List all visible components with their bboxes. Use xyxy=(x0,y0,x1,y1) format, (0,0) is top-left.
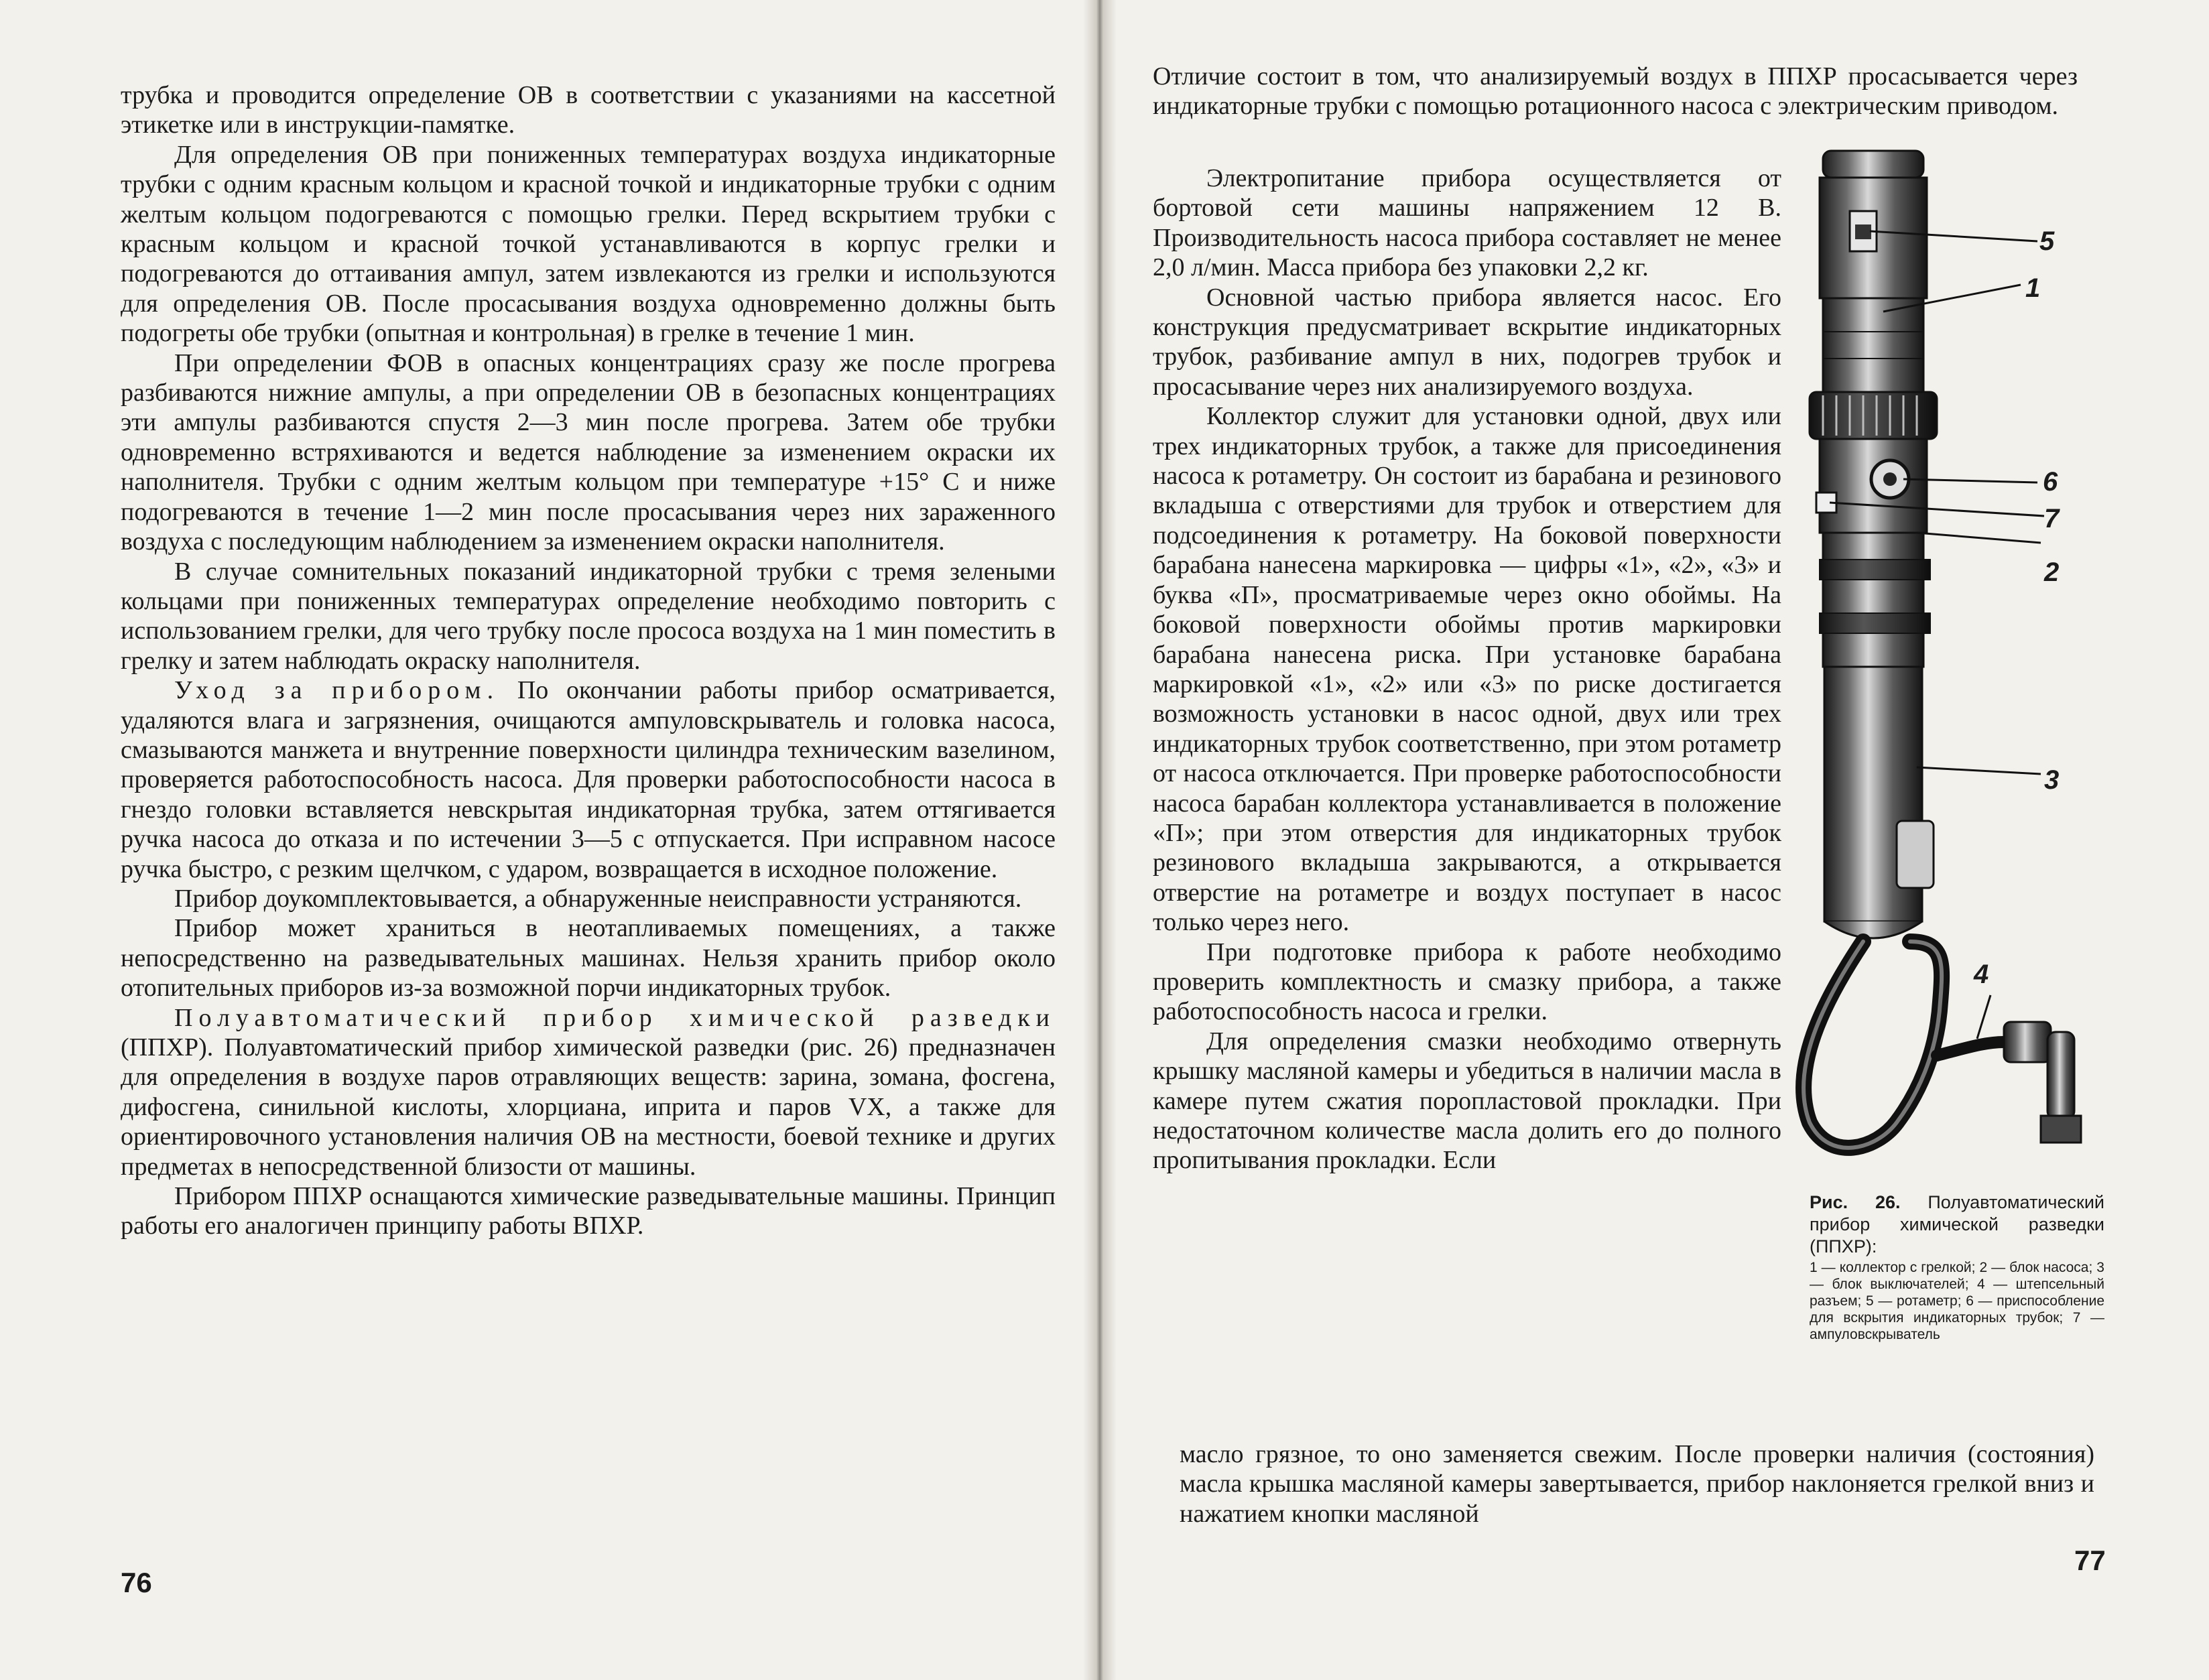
paragraph: Прибором ППХР оснащаются химические разведывательные машины. Принцип работы его аналогичен принципу работы ВПХР. xyxy=(121,1182,1056,1240)
rotameter-cap xyxy=(1823,151,1923,178)
paragraph: Прибор может храниться в неотапливаемых помещениях, а также непосредственно на разведывательных машинах. Нельзя хранить прибор около отопительных приборов из-за возможной порчи индикаторных трубок. xyxy=(121,914,1056,1003)
figure-callout-4: 4 xyxy=(1974,960,1989,989)
pump-block xyxy=(1823,533,1923,667)
figure-callout-6: 6 xyxy=(2043,467,2058,497)
figure-callout-5: 5 xyxy=(2039,227,2055,256)
collector xyxy=(1823,298,1923,392)
ppkhr-paragraph xyxy=(121,1003,1056,1181)
paragraph: трубка и проводится определение ОВ в соответствии с указаниями на кассетной этикетке или в инструкции-памятке. xyxy=(121,81,1056,139)
figure-callout-2: 2 xyxy=(2044,558,2060,587)
ppkhr-heading: Полуавтоматический прибор химической разведки xyxy=(174,1003,1056,1032)
caption-title-text: Полуавтоматический прибор химической разведки (ППХР): xyxy=(1810,1192,2104,1256)
ppkhr-text: (ППХР). Полуавтоматический прибор химической разведки (рис. 26) предназначен для определения в воздухе паров отравляющих веществ: зарина, зомана, фосгена, дифосгена, синильной кислоты, хлорциана, иприта и паров VX, а также для ориентировочного установления наличия ОВ на местности, боевой технике и других предметах в непосредственной близости от машины. xyxy=(121,1033,1056,1181)
right-page-top-text xyxy=(1153,62,2078,121)
care-paragraph xyxy=(121,675,1056,884)
paragraph: Прибор доукомплектовывается, а обнаруженные неисправности устраняются. xyxy=(174,884,1022,913)
right-page-bottom-text xyxy=(1180,1439,2094,1529)
ppkhr-device-illustration xyxy=(1783,131,2118,1176)
figure-caption xyxy=(1810,1191,2104,1343)
figure-callout-1: 1 xyxy=(2025,273,2041,303)
paragraph: Для определения ОВ при пониженных температурах воздуха индикаторные трубки с одним красным кольцом и красной точкой и индикаторные трубки с одним желтым кольцом подогреваются с помощью грелки. Перед вскрытием трубки с красным кольцом и красной точкой устанавливаются в корпус грелки и подогреваются до оттаивания ампул, затем извлекаются из грелки и используются для определения ОВ. После просасывания воздуха одновременно должны быть подогреты обе трубки (опытная и контрольная) в грелке в течение 1 мин. xyxy=(121,140,1056,348)
figure-callout-3: 3 xyxy=(2044,765,2060,795)
paragraph: Коллектор служит для установки одной, двух или трех индикаторных трубок, а также для присоединения насоса к ротаметру. Он состоит из барабана и резинового вкладыша с отверстиями для трубок и отверстием для подсоединения к ротаметру. На боковой поверхности барабана нанесена маркировка — цифры «1», «2», «3» и буква «П», просматриваемые через окно обоймы. На боковой поверхности обоймы против маркировки барабана нанесена риска. При установке барабана маркировкой «1», «2» или «3» по риске достигается возможность установки в насос одной, двух или трех индикаторных трубок соответственно, при этом ротаметр от насоса отключается. При проверке работоспособности насоса барабан коллектора устанавливается в положение «П»; при этом отверстия для индикаторных трубок резинового вкладыша закрываются, а открывается отверстие на ротаметре и воздух поступает в насос только через него. xyxy=(1153,402,1781,937)
plug-connector xyxy=(2004,1022,2051,1062)
page-number-right: 77 xyxy=(2074,1545,2106,1576)
care-heading: Уход за прибором. xyxy=(174,676,500,705)
care-text: По окончании работы прибор осматривается, удаляются влага и загрязнения, очищаются ампуловскрыватель и головка насоса, смазываются манжета и внутренние поверхности цилиндра техническим вазелином, проверяется работоспособность насоса. Для проверки работоспособности насоса в гнездо головки вставляется невскрытая индикаторная трубка, затем оттягивается ручка насоса до отказа и по истечении 3—5 с отпускается. При исправном насосе ручка быстро, с резким щелчком, с ударом, возвращается в исходное положение. xyxy=(121,676,1056,883)
page-number-left: 76 xyxy=(121,1567,152,1598)
paragraph: Электропитание прибора осуществляется от бортовой сети машины напряжением 12 В. Производительность насоса прибора составляет не менее 2,0 л/мин. Масса прибора без упаковки 2,2 кг. xyxy=(1153,164,1781,282)
paragraph: В случае сомнительных показаний индикаторной трубки с тремя зелеными кольцами при пониженных температурах определение необходимо повторить с использованием грелки, для чего трубку после прососа воздуха на 1 мин поместить в грелку и затем наблюдать окраску наполнителя. xyxy=(121,557,1056,675)
caption-title xyxy=(1810,1191,2104,1258)
paragraph: масло грязное, то оно заменяется свежим. После проверки наличия (состояния) масла крышка масляной камеры завертывается, прибор наклоняется грелкой вниз и нажатием кнопки масляной xyxy=(1180,1440,2094,1528)
right-page-wrapped-text xyxy=(1153,164,1781,1175)
paragraph: Отличие состоит в том, что анализируемый воздух в ППХР просасывается через индикаторные трубки с помощью ротационного насоса с электрическим приводом. xyxy=(1153,62,2078,121)
paragraph: При определении ФОВ в опасных концентрациях сразу же после прогрева разбиваются нижние ампулы, а при определении ОВ в безопасных концентрациях эти ампулы разбиваются спустя 2—3 мин после прогрева. Затем обе трубки одновременно встряхиваются и ведется наблюдение за изменением окраски их наполнителя. Трубки с одним желтым кольцом при температуре +15° С и ниже подогреваются в течение 1—2 мин после просасывания через них зараженного воздуха с последующим наблюдением за изменением окраски наполнителя. xyxy=(121,348,1056,556)
caption-label: Рис. 26. xyxy=(1810,1192,1901,1212)
caption-legend: 1 — коллектор с грелкой; 2 — блок насоса; 3 — блок выключателей; 4 — штепсельный разъем; 5 — ротаметр; 6 — приспособление для вскрытия индикаторных трубок; 7 — ампуловскрыватель xyxy=(1810,1260,2104,1342)
paragraph: При подготовке прибора к работе необходимо проверить комплектность и смазку прибора, а также работоспособность насоса и грелки. xyxy=(1153,938,1781,1026)
figure-callout-7: 7 xyxy=(2044,504,2060,533)
book-gutter xyxy=(1083,0,1117,1680)
cable xyxy=(1804,942,1942,1148)
paragraph: Основной частью прибора является насос. Его конструкция предусматривает вскрытие индикаторных трубок, разбивание ампул в них, подогрев трубок и просасывание через них анализируемого воздуха. xyxy=(1153,283,1781,401)
left-page-text xyxy=(121,80,1056,1241)
paragraph: Для определения смазки необходимо отвернуть крышку масляной камеры и убедиться в наличии масла в камере путем сжатия поропластовой прокладки. При недостаточном количестве масла долить его до полного пропитывания прокладки. Если xyxy=(1153,1027,1781,1175)
